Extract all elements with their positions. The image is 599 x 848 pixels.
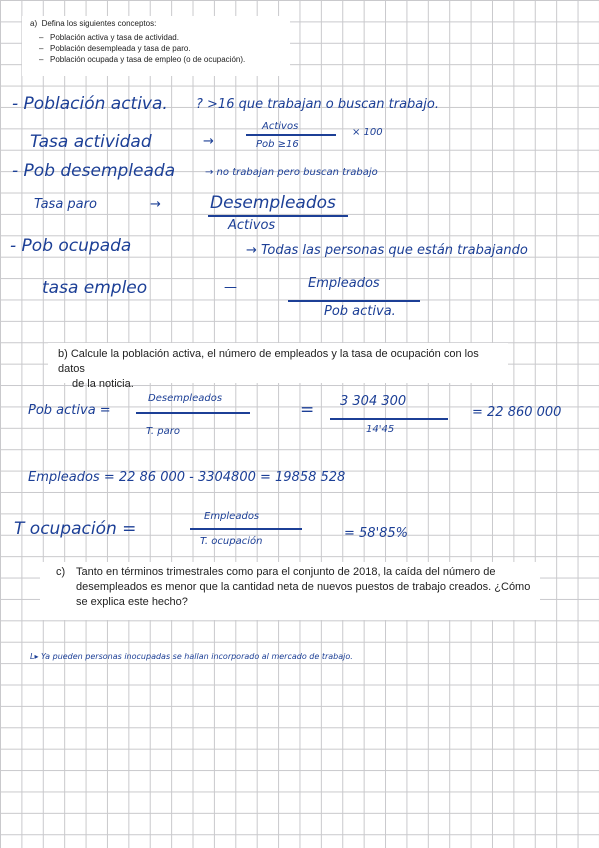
equals: = (300, 400, 315, 420)
frac-empleados: Empleados (308, 276, 380, 291)
note-x100: × 100 (352, 127, 383, 138)
arrow-icon: → (203, 134, 214, 149)
frac-t-paro: T. paro (146, 426, 180, 437)
note-activa-def: ? >16 que trabajan o buscan trabajo. (196, 97, 439, 112)
fraction-line (208, 215, 348, 217)
frac-den: 14'45 (366, 424, 395, 435)
question-b (48, 343, 508, 390)
note-t-ocupacion: T ocupación = (14, 519, 137, 539)
frac-t-ocupacion: T. ocupación (200, 536, 263, 547)
fraction-line (246, 134, 336, 136)
list-item: – Población ocupada y tasa de empleo (o de ocupación). (50, 54, 290, 65)
note-empleados-line: Empleados = 22 86 000 - 3304800 = 19858 528 (28, 470, 346, 485)
frac-desempleados: Desempleados (148, 393, 223, 404)
fraction-line (190, 528, 302, 530)
note-answer-c: L▸ Ya pueden personas inocupadas se hallan incorporado al mercado de trabajo. (30, 652, 353, 661)
question-a-list (22, 32, 290, 65)
note-ocupada-title: - Pob ocupada (10, 236, 132, 256)
note-tasa-paro: Tasa paro (34, 197, 97, 212)
frac-empleados: Empleados (204, 511, 260, 522)
list-item: – Población desempleada y tasa de paro. (50, 43, 290, 54)
frac-desempleados: Desempleados (210, 193, 336, 213)
fraction-line (136, 412, 250, 414)
frac-pob-activa: Pob activa. (324, 304, 396, 319)
note-tasa-actividad: Tasa actividad (30, 132, 152, 152)
question-a-prompt: a) Defina los siguientes conceptos: (30, 19, 157, 28)
note-pob-activa: Pob activa = (28, 403, 111, 418)
arrow-icon: → (150, 197, 161, 212)
frac-pob16: Pob ≥16 (256, 139, 299, 150)
list-item: – Población activa y tasa de actividad. (50, 32, 290, 43)
question-b-line1: b) Calcule la población activa, el número de empleados y la tasa de ocupación con los datos (58, 348, 479, 375)
note-desempleada-title: - Pob desempleada (12, 161, 176, 181)
fraction-line (288, 300, 420, 302)
note-activa-title: - Población activa. (12, 94, 168, 114)
question-b-line2: de la noticia. (72, 378, 134, 390)
note-pct: = 58'85% (344, 526, 409, 541)
dash: — (224, 280, 237, 295)
question-c (40, 562, 540, 620)
note-result: = 22 860 000 (472, 405, 562, 420)
note-ocupada-def: → Todas las personas que están trabajando (246, 243, 528, 258)
fraction-line (330, 418, 448, 420)
question-c-text: Tanto en términos trimestrales como para el conjunto de 2018, la caída del número de desempleados es menor que la cantidad neta de nuevos puestos de trabajo creados. ¿Cómo se explica este hecho? (76, 566, 531, 608)
frac-activos: Activos (262, 121, 299, 132)
frac-num: 3 304 300 (340, 394, 407, 409)
frac-activos: Activos (228, 218, 276, 233)
note-tasa-empleo: tasa empleo (42, 278, 148, 298)
question-c-label: c) (56, 566, 66, 578)
question-a (22, 16, 290, 76)
note-desempleada-def: → no trabajan pero buscan trabajo (205, 167, 378, 178)
